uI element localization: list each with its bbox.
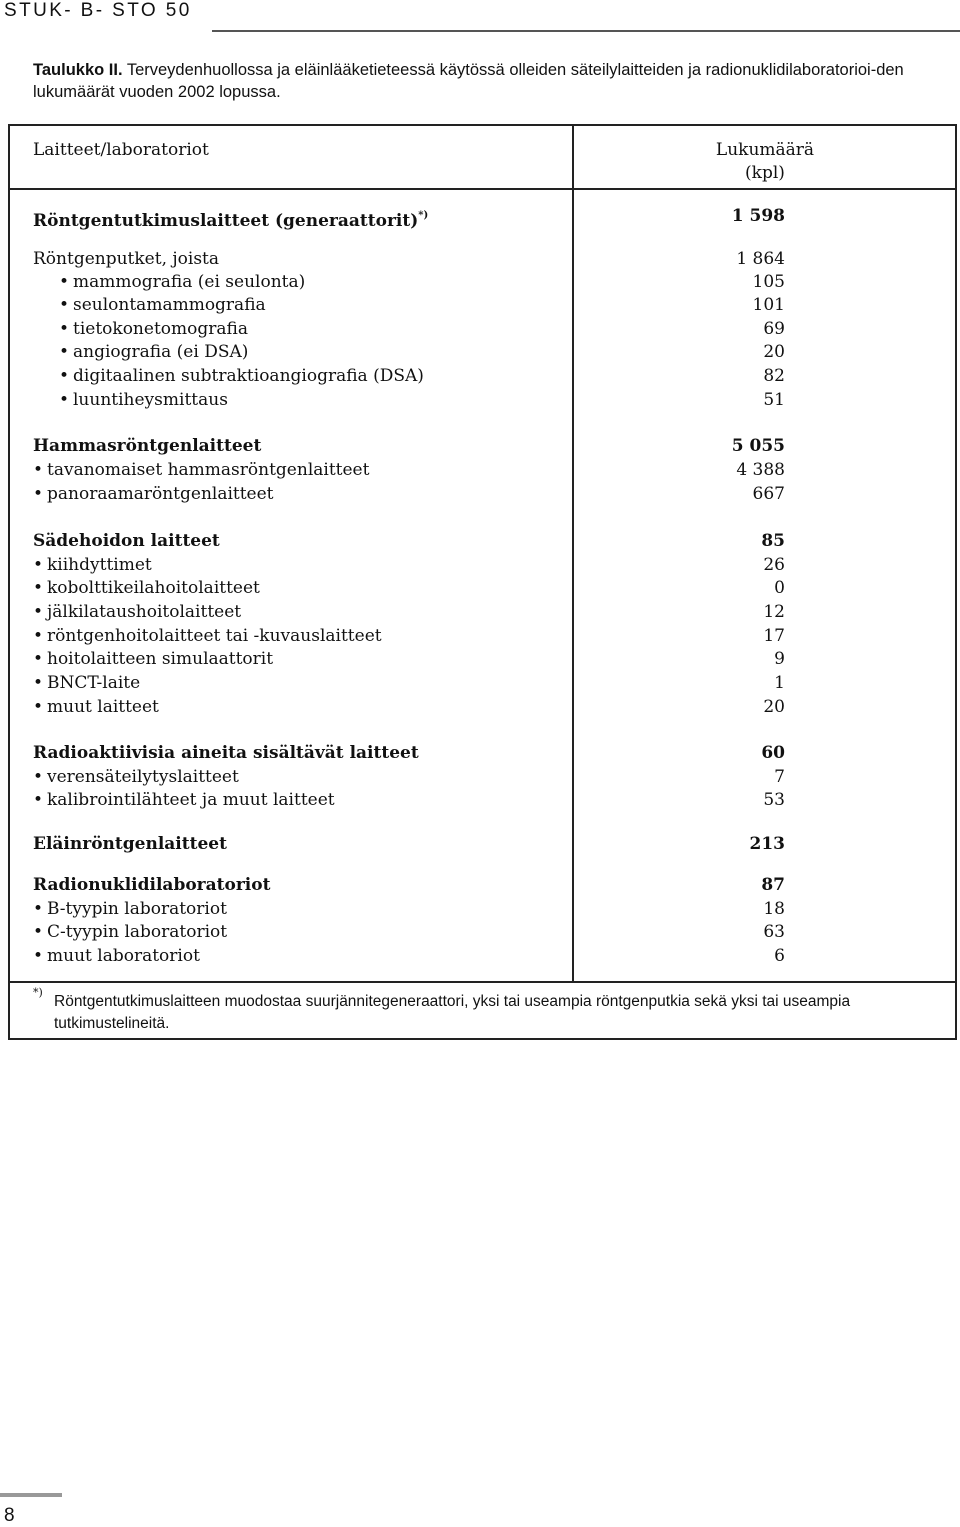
footnote-text: Röntgentutkimuslaitteen muodostaa suurjännitegeneraattori, yksi tai useampia röntgenputkia sekä yksi tai useampia tutkimustelineitä. — [54, 993, 851, 1032]
row-value: 9 — [774, 649, 785, 669]
row-label — [33, 206, 428, 231]
row-label-text: jälkilataushoitolaitteet — [47, 602, 242, 622]
row-label — [59, 295, 266, 315]
row-label-text: kiihdyttimet — [47, 555, 152, 575]
row-value: 7 — [774, 767, 785, 787]
row-label — [59, 319, 248, 339]
row-label-text: Hammasröntgenlaitteet — [33, 436, 262, 456]
column-header-count: Lukumäärä — [715, 140, 815, 160]
row-value: 63 — [763, 922, 785, 942]
row-label-text: kalibrointilähteet ja muut laitteet — [47, 790, 335, 810]
column-header-devices: Laitteet/laboratoriot — [33, 140, 209, 160]
row-label-text: angiografia (ei DSA) — [73, 342, 249, 362]
row-label — [33, 649, 273, 669]
row-value: 85 — [761, 531, 785, 551]
row-value: 1 — [774, 673, 785, 693]
row-value: 213 — [749, 834, 785, 854]
row-label-text: seulontamammografia — [73, 295, 266, 315]
row-label-text: Sädehoidon laitteet — [33, 531, 220, 551]
row-label — [33, 875, 270, 895]
row-value: 53 — [763, 790, 785, 810]
row-value: 12 — [763, 602, 785, 622]
row-value: 82 — [763, 366, 785, 386]
row-label — [33, 249, 219, 269]
row-value: 0 — [774, 578, 785, 598]
row-label-text: Röntgentutkimuslaitteet (generaattorit) — [33, 211, 419, 231]
row-label-text: Eläinröntgenlaitteet — [33, 834, 227, 854]
row-label — [33, 460, 369, 480]
column-divider — [572, 124, 574, 982]
row-label — [33, 946, 200, 966]
row-label-text: muut laboratoriot — [47, 946, 200, 966]
table-caption — [33, 59, 948, 103]
row-value: 18 — [763, 899, 785, 919]
row-label-text: röntgenhoitolaitteet tai -kuvauslaitteet — [47, 626, 382, 646]
row-label — [33, 922, 227, 942]
caption-label: Taulukko II. — [33, 61, 123, 79]
footnote-rule-line — [8, 981, 957, 983]
row-value: 105 — [752, 272, 785, 292]
row-label — [59, 390, 228, 410]
row-label — [33, 602, 241, 622]
row-value: 60 — [761, 743, 785, 763]
row-label-text: B-tyypin laboratoriot — [47, 899, 227, 919]
row-label — [33, 767, 239, 787]
row-label — [33, 531, 220, 551]
row-value: 20 — [763, 342, 785, 362]
row-label — [33, 899, 227, 919]
row-value: 4 388 — [736, 460, 785, 480]
column-header-unit: (kpl) — [745, 163, 785, 183]
header-rule — [212, 30, 960, 32]
row-label — [33, 697, 159, 717]
row-value: 26 — [763, 555, 785, 575]
page-number: 8 — [4, 1505, 15, 1526]
row-label — [59, 342, 248, 362]
row-label-text: Radionuklidilaboratoriot — [33, 875, 271, 895]
row-value: 69 — [763, 319, 785, 339]
row-label-text: panoraamaröntgenlaitteet — [47, 484, 274, 504]
row-label — [59, 272, 305, 292]
page-number-bar — [0, 1493, 62, 1497]
row-label-text: digitaalinen subtraktioangiografia (DSA) — [73, 366, 424, 386]
row-value: 17 — [763, 626, 785, 646]
footnote-mark: *) — [33, 986, 43, 999]
row-label-text: kobolttikeilahoitolaitteet — [47, 578, 260, 598]
row-value: 1 864 — [736, 249, 785, 269]
row-label — [33, 834, 227, 854]
row-value: 667 — [752, 484, 785, 504]
row-label — [33, 436, 261, 456]
row-label — [33, 578, 260, 598]
row-label — [33, 743, 419, 763]
row-value: 20 — [763, 697, 785, 717]
row-label-text: mammografia (ei seulonta) — [73, 272, 306, 292]
row-label-text: tavanomaiset hammasröntgenlaitteet — [47, 460, 370, 480]
row-label-text: verensäteilytyslaitteet — [47, 767, 239, 787]
row-label-text: BNCT-laite — [47, 673, 141, 693]
row-label-text: muut laitteet — [47, 697, 159, 717]
row-label-text: Radioaktiivisia aineita sisältävät laitteet — [33, 743, 419, 763]
row-label — [33, 555, 152, 575]
row-label-text: luuntiheysmittaus — [73, 390, 228, 410]
caption-text: Terveydenhuollossa ja eläinlääketieteessä käytössä olleiden säteilylaitteiden ja radionuklidilaboratorioi-den lukumäärät vuoden 2002 lopussa. — [33, 61, 904, 101]
row-value: 87 — [761, 875, 785, 895]
row-value: 101 — [752, 295, 785, 315]
footnote-reference: *) — [418, 210, 429, 221]
row-value: 51 — [763, 390, 785, 410]
row-label — [59, 366, 424, 386]
row-value: 5 055 — [731, 436, 785, 456]
row-label-text: tietokonetomografia — [73, 319, 248, 339]
row-label — [33, 484, 274, 504]
header-rule-line — [8, 188, 957, 190]
row-label — [33, 626, 382, 646]
row-label — [33, 673, 140, 693]
row-label — [33, 790, 335, 810]
row-label-text: Röntgenputket, joista — [33, 249, 220, 269]
row-value: 1 598 — [731, 206, 785, 226]
row-value: 6 — [774, 946, 785, 966]
row-label-text: C-tyypin laboratoriot — [47, 922, 228, 942]
running-header: STUK- B- STO 50 — [4, 0, 192, 21]
row-label-text: hoitolaitteen simulaattorit — [47, 649, 274, 669]
